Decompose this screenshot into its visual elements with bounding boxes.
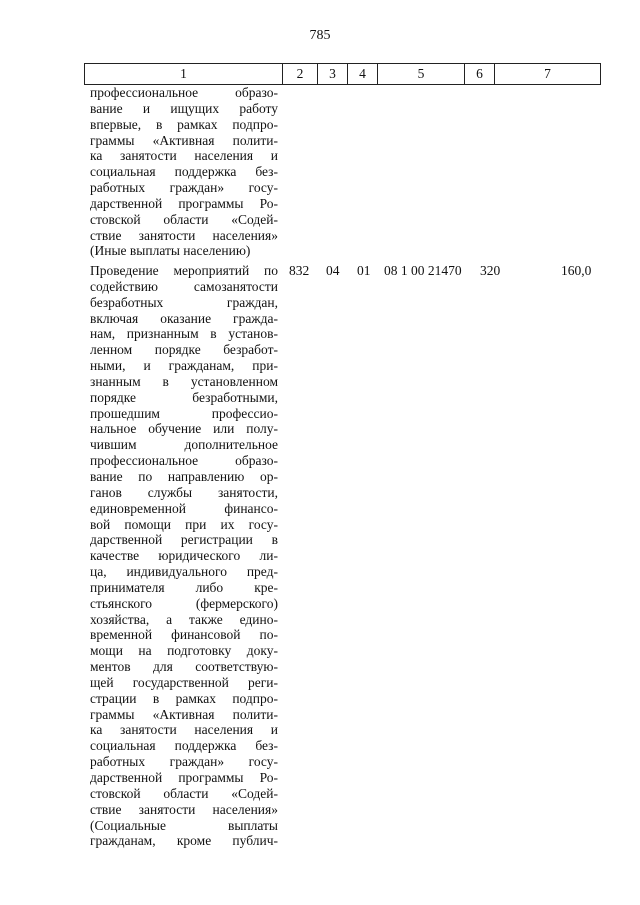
row1-line: вание и ищущих работу [90, 100, 278, 116]
row2-expense-type: 320 [480, 263, 501, 278]
row2-line: дарственной программы Ро- [90, 770, 278, 785]
row2-line: Проведение мероприятий по [90, 263, 278, 278]
row1-line: впервые, в рамках подпро- [90, 116, 278, 132]
row2-line: дарственной регистрации в [90, 532, 278, 548]
row2-line: чившим дополнительное [90, 437, 278, 453]
row2-line: нальное обучение или полу- [90, 421, 278, 437]
header-cell-3: 3 [318, 64, 348, 85]
row2-line: временной финансовой по- [90, 627, 278, 643]
row1-line: ка занятости населения и [90, 148, 278, 164]
row1-line: дарственной программы Ро- [90, 195, 278, 211]
row2-line: щей государственной реги- [90, 674, 278, 690]
row2-line: профессиональное образо- [90, 453, 278, 469]
row2-line: ствие занятости населения» [90, 801, 278, 817]
row2-line: принимателя либо кре- [90, 579, 278, 595]
row2-line: ца, индивидуального пред- [90, 564, 278, 580]
row2-line: стовской области «Содей- [90, 785, 278, 801]
row2-line: мощи на подготовку доку- [90, 643, 278, 659]
row2-line: знанным в установленном [90, 373, 278, 389]
row1-description [90, 85, 278, 259]
header-cell-6: 6 [465, 64, 495, 85]
header-cell-7: 7 [495, 64, 601, 85]
page-number: 785 [309, 28, 331, 43]
row2-line: вой помощи при их госу- [90, 516, 278, 532]
row1-line: работных граждан» госу- [90, 180, 278, 196]
row1-line: ствие занятости населения» [90, 227, 278, 243]
row2-line: социальная поддержка без- [90, 738, 278, 754]
row2-line: стьянского (фермерского) [90, 595, 278, 611]
row2-line: хозяйства, а также едино- [90, 611, 278, 627]
row2-line: работных граждан» госу- [90, 754, 278, 770]
header-cell-5: 5 [378, 64, 465, 85]
header-row [85, 64, 601, 85]
row2-line: ка занятости населения и [90, 722, 278, 738]
row2-section-code: 04 [326, 263, 340, 278]
row2-line: качестве юридического ли- [90, 548, 278, 564]
row2-line: вание по направлению ор- [90, 468, 278, 484]
row2-line: содействию самозанятости [90, 278, 278, 294]
row2-line: прошедшим профессио- [90, 405, 278, 421]
row1-line: (Иные выплаты населению) [90, 243, 251, 259]
row2-line: (Социальные выплаты [90, 817, 278, 833]
row2-line: порядке безработными, [90, 389, 278, 405]
row2-line: нам, признанным в установ- [90, 326, 278, 342]
header-cell-1: 1 [85, 64, 283, 85]
row1-line: граммы «Активная полити- [90, 132, 278, 148]
header-cell-4: 4 [348, 64, 378, 85]
row2-description [90, 263, 278, 849]
row2-line: включая оказание гражда- [90, 310, 278, 326]
row2-line: гражданам, кроме публич- [90, 833, 278, 849]
table-header [84, 63, 601, 85]
row2-line: единовременной финансо- [90, 500, 278, 516]
row2-admin-code: 832 [289, 263, 310, 278]
row2-line: ганов службы занятости, [90, 484, 278, 500]
row2-line: ментов для соответствую- [90, 659, 278, 675]
row2-subsection-code: 01 [357, 263, 371, 278]
row1-line: профессиональное образо- [90, 85, 278, 100]
row2-target-article: 08 1 00 21470 [384, 263, 462, 278]
row1-line: стовской области «Содей- [90, 211, 278, 227]
row2-amount: 160,0 [561, 263, 592, 278]
row1-line: социальная поддержка без- [90, 164, 278, 180]
row2-line: ленном порядке безработ- [90, 342, 278, 358]
row2-line: ными, и гражданам, при- [90, 358, 278, 374]
row2-line: безработных граждан, [90, 294, 278, 310]
row2-line: граммы «Активная полити- [90, 706, 278, 722]
header-cell-2: 2 [283, 64, 318, 85]
row2-line: страции в рамках подпро- [90, 690, 278, 706]
